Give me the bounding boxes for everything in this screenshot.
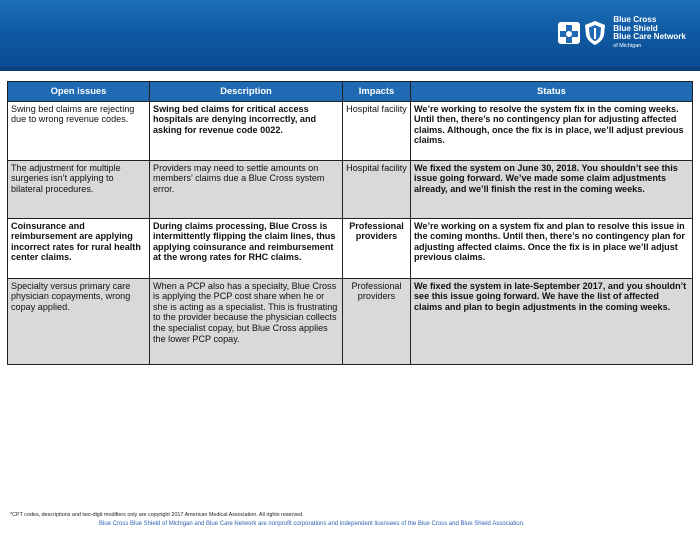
impacts-cell: Hospital facility [343, 101, 411, 160]
impacts-cell: Hospital facility [343, 160, 411, 218]
table-row [8, 278, 693, 364]
impacts-cell: Professional providers [343, 218, 411, 278]
blue-cross-icon [558, 20, 580, 46]
description-cell: Swing bed claims for critical access hospitals are denying incorrectly, and asking for revenue code 0022. [150, 101, 343, 160]
table-row [8, 101, 693, 160]
blue-shield-icon [584, 20, 606, 46]
brand-logo [558, 16, 686, 50]
status-cell: We fixed the system in late-September 2017, and you shouldn’t see this issue going forward. We have the list of affected claims and plan to begin adjustments in the coming weeks. [411, 278, 693, 364]
issue-cell: Coinsurance and reimbursement are applying incorrect rates for rural health center claims. [8, 218, 150, 278]
issue-cell: The adjustment for multiple surgeries isn’t applying to bilateral procedures. [8, 160, 150, 218]
impacts-cell: Professional providers [343, 278, 411, 364]
open-issues-table [7, 81, 693, 365]
brand-name [613, 16, 686, 50]
description-cell: When a PCP also has a specialty, Blue Cross is applying the PCP cost share when he or she is acting as a specialist. This is frustrating to the provider because the physician collects the specialist copay, but Blue Cross applies the lower PCP copay. [150, 278, 343, 364]
header-status: Status [411, 82, 693, 102]
issue-cell: Specialty versus primary care physician copayments, wrong copay applied. [8, 278, 150, 364]
header-description: Description [150, 82, 343, 102]
status-cell: We’re working on a system fix and plan to resolve this issue in the coming months. Until then, there’s no contingency plan for adjusting affected claims. Once the fix is in place we’ll adjust previous claims. [411, 218, 693, 278]
header-impacts: Impacts [343, 82, 411, 102]
table-header-row [8, 82, 693, 102]
brand-line-3: Blue Care Network [613, 32, 686, 42]
status-cell: We fixed the system on June 30, 2018. You shouldn’t see this issue going forward. We’ve made some claim adjustments already, and we’ll finish the rest in the coming weeks. [411, 160, 693, 218]
footer-disclaimer: Blue Cross Blue Shield of Michigan and Blue Care Network are nonprofit corporations and independent licensees of the Blue Cross and Blue Shield Association. [99, 521, 525, 527]
brand-line-1: Blue Cross [613, 15, 657, 24]
header-open-issues: Open issues [8, 82, 150, 102]
status-cell: We’re working to resolve the system fix in the coming weeks. Until then, there’s no contingency plan for adjusting affected claims. Although, once the fix is in place, we’ll adjust previous claims. [411, 101, 693, 160]
brand-line-4: of Michigan [613, 42, 642, 49]
table-row [8, 218, 693, 278]
header-banner [0, 0, 700, 71]
brand-line-2: Blue Shield [613, 23, 658, 33]
description-cell: During claims processing, Blue Cross is intermittently flipping the claim lines, thus applying coinsurance and reimbursement at the wrong rates for RHC claims. [150, 218, 343, 278]
table-row [8, 160, 693, 218]
issue-cell: Swing bed claims are rejecting due to wrong revenue codes. [8, 101, 150, 160]
description-cell: Providers may need to settle amounts on members’ claims due a Blue Cross system error. [150, 160, 343, 218]
copyright-footnote: *CPT codes, descriptions and two-digit modifiers only are copyright 2017 American Medical Association. All rights reserved. [10, 512, 304, 518]
